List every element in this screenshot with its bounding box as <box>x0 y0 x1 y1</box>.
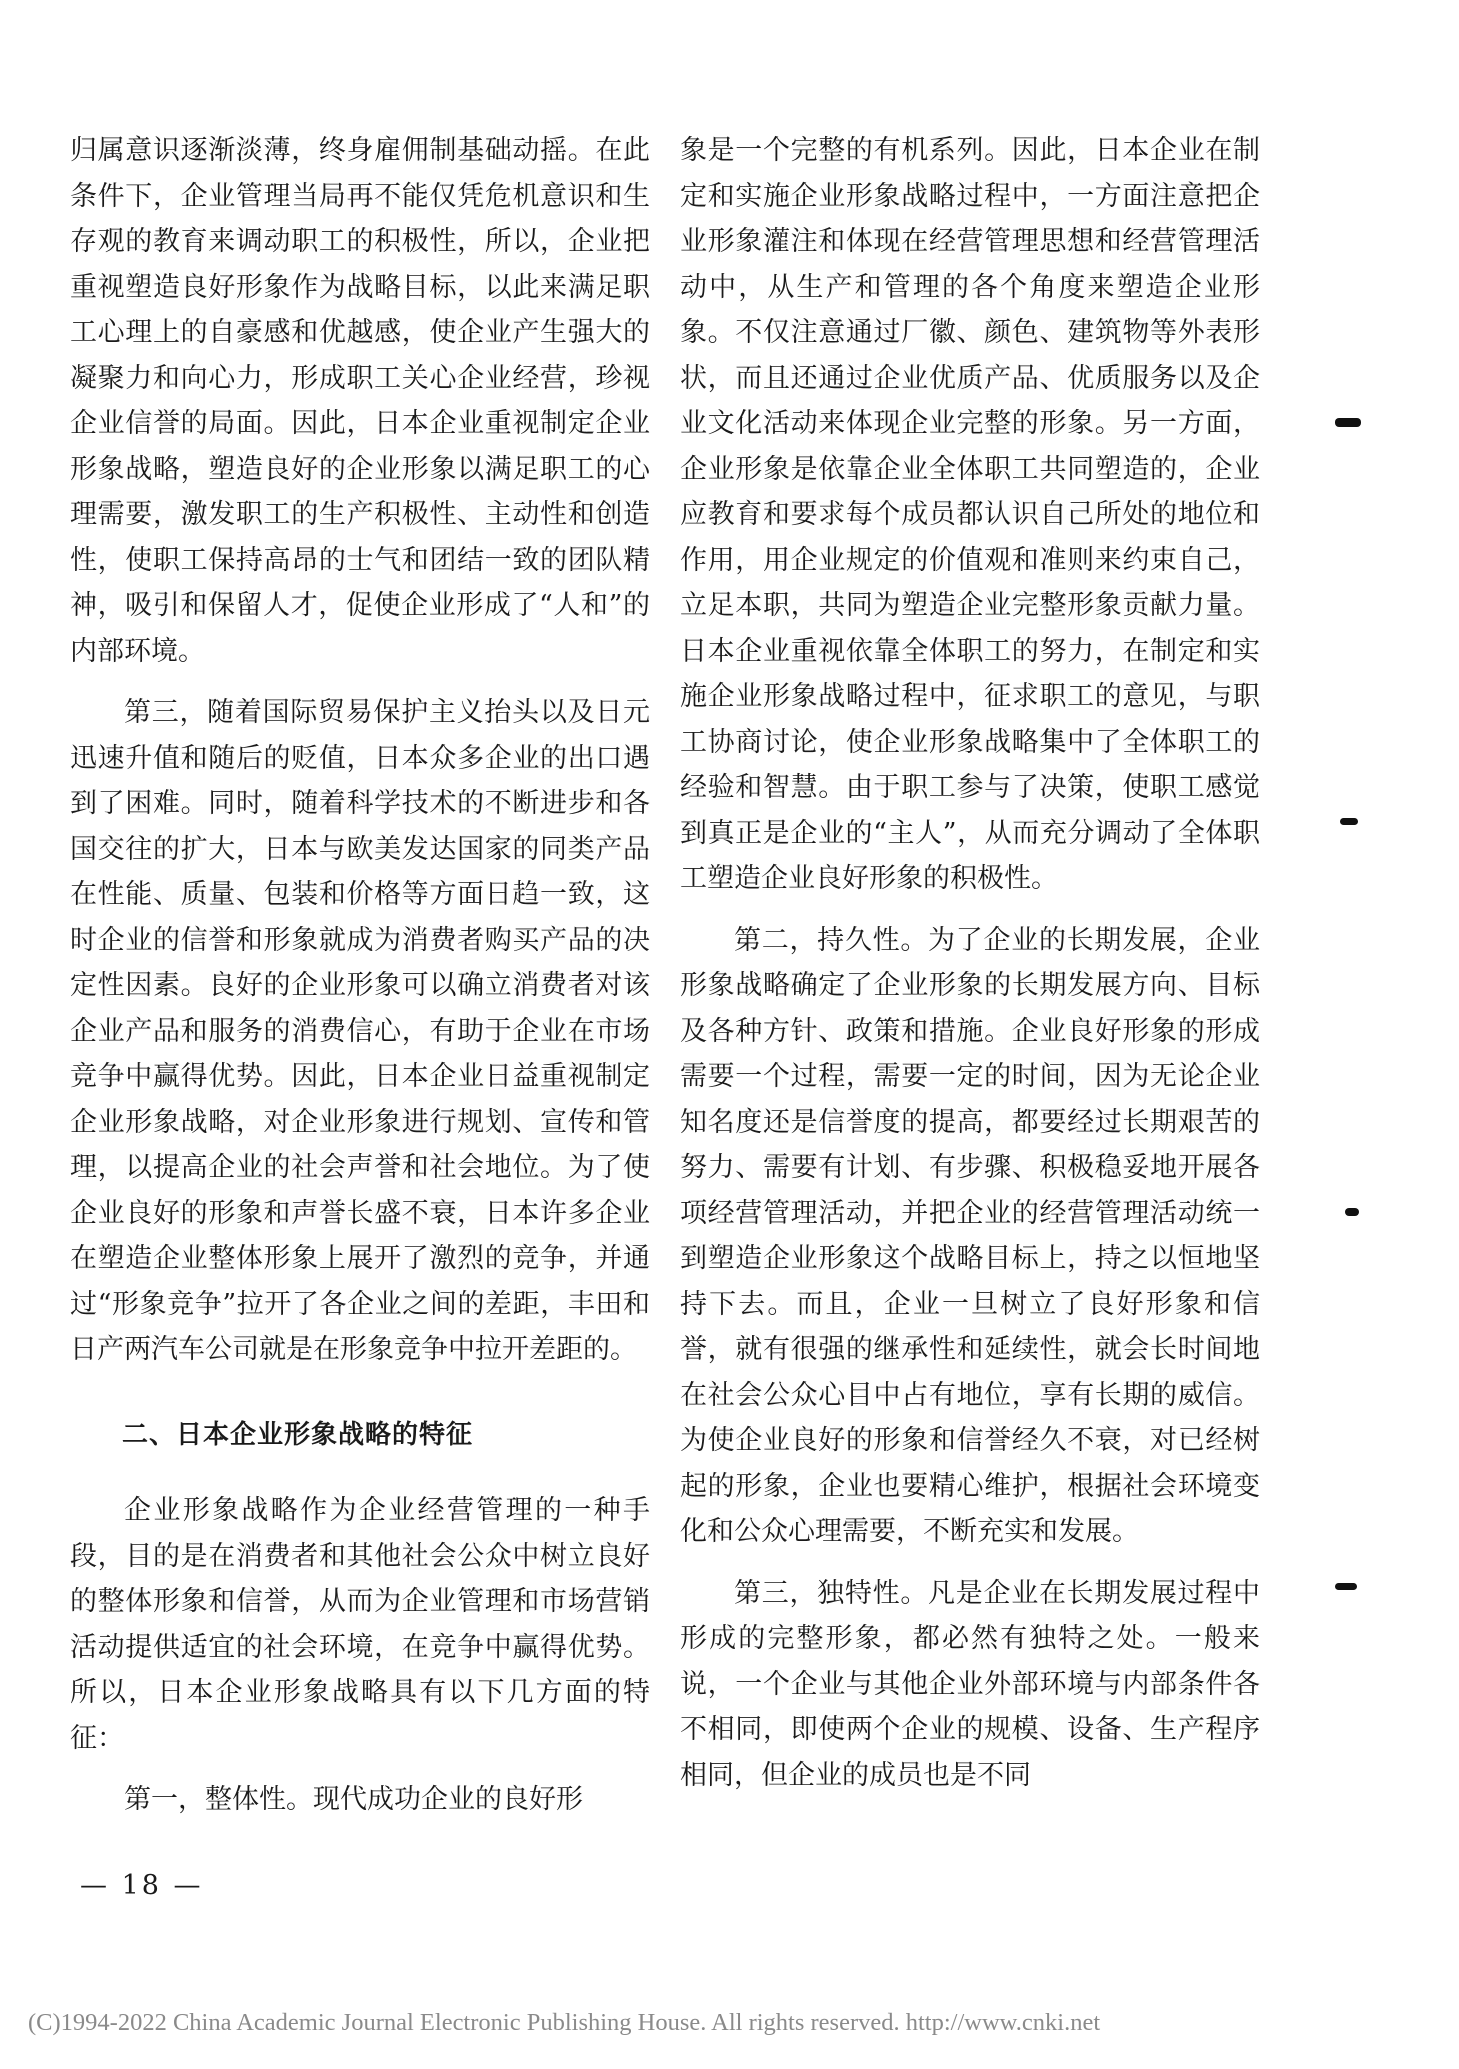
right-paragraph-3: 第三，独特性。凡是企业在长期发展过程中形成的完整形象，都必然有独特之处。一般来说，一个企业与其他企业外部环境与内部条件各不相同，即使两个企业的规模、设备、生产程序相同，但企业的成员也是不同 <box>680 1577 1260 1791</box>
scan-mark <box>1335 1583 1357 1590</box>
copyright-footer: (C)1994-2022 China Academic Journal Electronic Publishing House. All rights reserved. http://www.cnki.net <box>28 2009 1101 2036</box>
scan-mark <box>1340 818 1358 825</box>
right-paragraph-1: 象是一个完整的有机系列。因此，日本企业在制定和实施企业形象战略过程中，一方面注意把企业形象灌注和体现在经营管理思想和经营管理活动中，从生产和管理的各个角度来塑造企业形象。不仅注意通过厂徽、颜色、建筑物等外表形状，而且还通过企业优质产品、优质服务以及企业文化活动来体现企业完整的形象。另一方面，企业形象是依靠企业全体职工共同塑造的，企业应教育和要求每个成员都认识自己所处的地位和作用，用企业规定的价值观和准则来约束自己，立足本职，共同为塑造企业完整形象贡献力量。日本企业重视依靠全体职工的努力，在制定和实施企业形象战略过程中，征求职工的意见，与职工协商讨论，使企业形象战略集中了全体职工的经验和智慧。由于职工参与了决策，使职工感觉到真正是企业的“主人”，从而充分调动了全体职工塑造企业良好形象的积极性。 <box>680 135 1260 894</box>
left-paragraph-3: 企业形象战略作为企业经营管理的一种手段，目的是在消费者和其他社会公众中树立良好的整体形象和信誉，从而为企业管理和市场营销活动提供适宜的社会环境，在竞争中赢得优势。所以，日本企业形象战略具有以下几方面的特征： <box>70 1495 650 1754</box>
right-column <box>680 128 1260 1798</box>
scan-mark <box>1345 1208 1359 1216</box>
left-paragraph-4: 第一，整体性。现代成功企业的良好形 <box>124 1784 583 1815</box>
left-paragraph-1: 归属意识逐渐淡薄，终身雇佣制基础动摇。在此条件下，企业管理当局再不能仅凭危机意识和生存观的教育来调动职工的积极性，所以，企业把重视塑造良好形象作为战略目标，以此来满足职工心理上的自豪感和优越感，使企业产生强大的凝聚力和向心力，形成职工关心企业经营，珍视企业信誉的局面。因此，日本企业重视制定企业形象战略，塑造良好的企业形象以满足职工的心理需要，激发职工的生产积极性、主动性和创造性，使职工保持高昂的士气和团结一致的团队精神，吸引和保留人才，促使企业形成了“人和”的内部环境。 <box>70 135 650 667</box>
scan-mark <box>1335 418 1361 427</box>
right-paragraph-2: 第二，持久性。为了企业的长期发展，企业形象战略确定了企业形象的长期发展方向、目标及各种方针、政策和措施。企业良好形象的形成需要一个过程，需要一定的时间，因为无论企业知名度还是信誉度的提高，都要经过长期艰苦的努力、需要有计划、有步骤、积极稳妥地开展各项经营管理活动，并把企业的经营管理活动统一到塑造企业形象这个战略目标上，持之以恒地坚持下去。而且，企业一旦树立了良好形象和信誉，就有很强的继承性和延续性，就会长时间地在社会公众心目中占有地位，享有长期的威信。为使企业良好的形象和信誉经久不衰，对已经树起的形象，企业也要精心维护，根据社会环境变化和公众心理需要，不断充实和发展。 <box>680 924 1260 1547</box>
left-paragraph-2: 第三，随着国际贸易保护主义抬头以及日元迅速升值和随后的贬值，日本众多企业的出口遇到了困难。同时，随着科学技术的不断进步和各国交往的扩大，日本与欧美发达国家的同类产品在性能、质量、包装和价格等方面日趋一致，这时企业的信誉和形象就成为消费者购买产品的决定性因素。良好的企业形象可以确立消费者对该企业产品和服务的消费信心，有助于企业在市场竞争中赢得优势。因此，日本企业日益重视制定企业形象战略，对企业形象进行规划、宣传和管理，以提高企业的社会声誉和社会地位。为了使企业良好的形象和声誉长盛不衰，日本许多企业在塑造企业整体形象上展开了激烈的竞争，并通过“形象竞争”拉开了各企业之间的差距，丰田和日产两汽车公司就是在形象竞争中拉开差距的。 <box>70 697 650 1365</box>
section-heading: 二、日本企业形象战略的特征 <box>122 1419 474 1450</box>
page-number: — 18 — <box>80 1870 204 1901</box>
left-column <box>70 128 650 1823</box>
